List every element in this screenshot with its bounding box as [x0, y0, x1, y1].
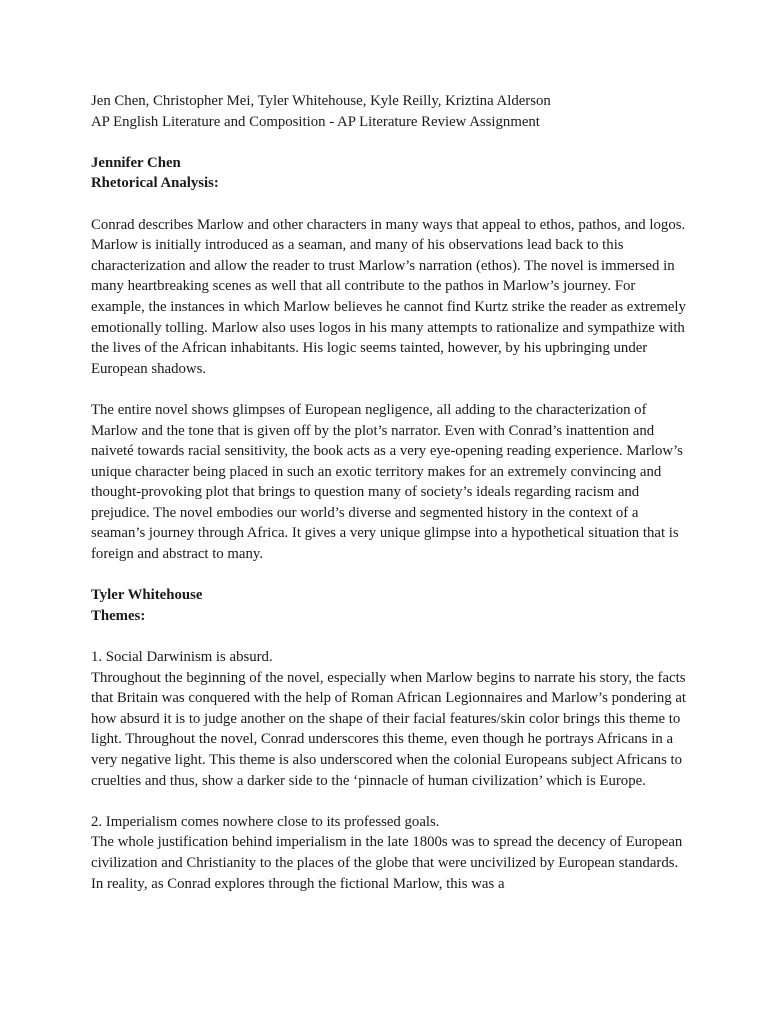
section2-heading: Themes:: [91, 607, 146, 624]
section2-author: Tyler Whitehouse: [91, 587, 203, 604]
authors-line: Jen Chen, Christopher Mei, Tyler Whitehouse, Kyle Reilly, Kriztina Alderson: [91, 93, 551, 109]
theme2-title: 2. Imperialism comes nowhere close to its professed goals.: [91, 813, 440, 830]
spacer: [91, 194, 691, 215]
rhetorical-paragraph-2: The entire novel shows glimpses of European negligence, all adding to the characterization of Marlow and the tone that is given off by the plot’s narrator. Even with Conrad’s inattention and naiveté towards racial sensitivity, the book acts as a very eye-opening reading experience. Marlow’s unique character being placed in such an exotic territory makes for an extremely convincing and thought-provoking plot that brings to question many of society’s ideals regarding racism and prejudice. The novel embodies our world’s diverse and segmented history in the context of a seaman’s journey through Africa. It gives a very unique glimpse into a hypothetical situation that is foreign and abstract to many.: [91, 401, 683, 563]
theme1-title: 1. Social Darwinism is absurd.: [91, 649, 273, 666]
spacer: [91, 565, 691, 586]
section1-author: Jennifer Chen: [91, 154, 181, 171]
spacer: [91, 132, 691, 153]
spacer: [91, 379, 691, 400]
theme1-text: Throughout the beginning of the novel, especially when Marlow begins to narrate his story, the facts that Britain was conquered with the help of Roman African Legionnaires and Marlow’s pondering at how absurd it is to judge another on the shape of their facial features/skin color brings this theme to light. Throughout the novel, Conrad underscores this theme, even though he portrays Africans in a very negative light. This theme is also underscored when the colonial Europeans subject Africans to cruelties and thus, show a darker side to the ‘pinnacle of human civilization’ which is Europe.: [91, 669, 687, 789]
spacer: [91, 791, 691, 812]
theme2-text: The whole justification behind imperialism in the late 1800s was to spread the decency of European civilization and Christianity to the places of the globe that were uncivilized by European standards. In reality, as Conrad explores through the fictional Marlow, this was a: [91, 834, 683, 892]
document-page: [91, 91, 691, 894]
spacer: [91, 626, 691, 647]
rhetorical-paragraph-1: Conrad describes Marlow and other characters in many ways that appeal to ethos, pathos, and logos. Marlow is initially introduced as a seaman, and many of his observations lead back to this characterization and allow the reader to trust Marlow’s narration (ethos). The novel is immersed in many heartbreaking scenes as well that all contribute to the pathos in Marlow’s journey. For example, the instances in which Marlow believes he cannot find Kurtz strike the reader as extremely emotionally tolling. Marlow also uses logos in his many attempts to rationalize and sympathize with the lives of the African inhabitants. His logic seems tainted, however, by his upbringing under European shadows.: [91, 216, 686, 377]
course-line: AP English Literature and Composition - AP Literature Review Assignment: [91, 113, 540, 130]
section1-heading: Rhetorical Analysis:: [91, 175, 219, 192]
